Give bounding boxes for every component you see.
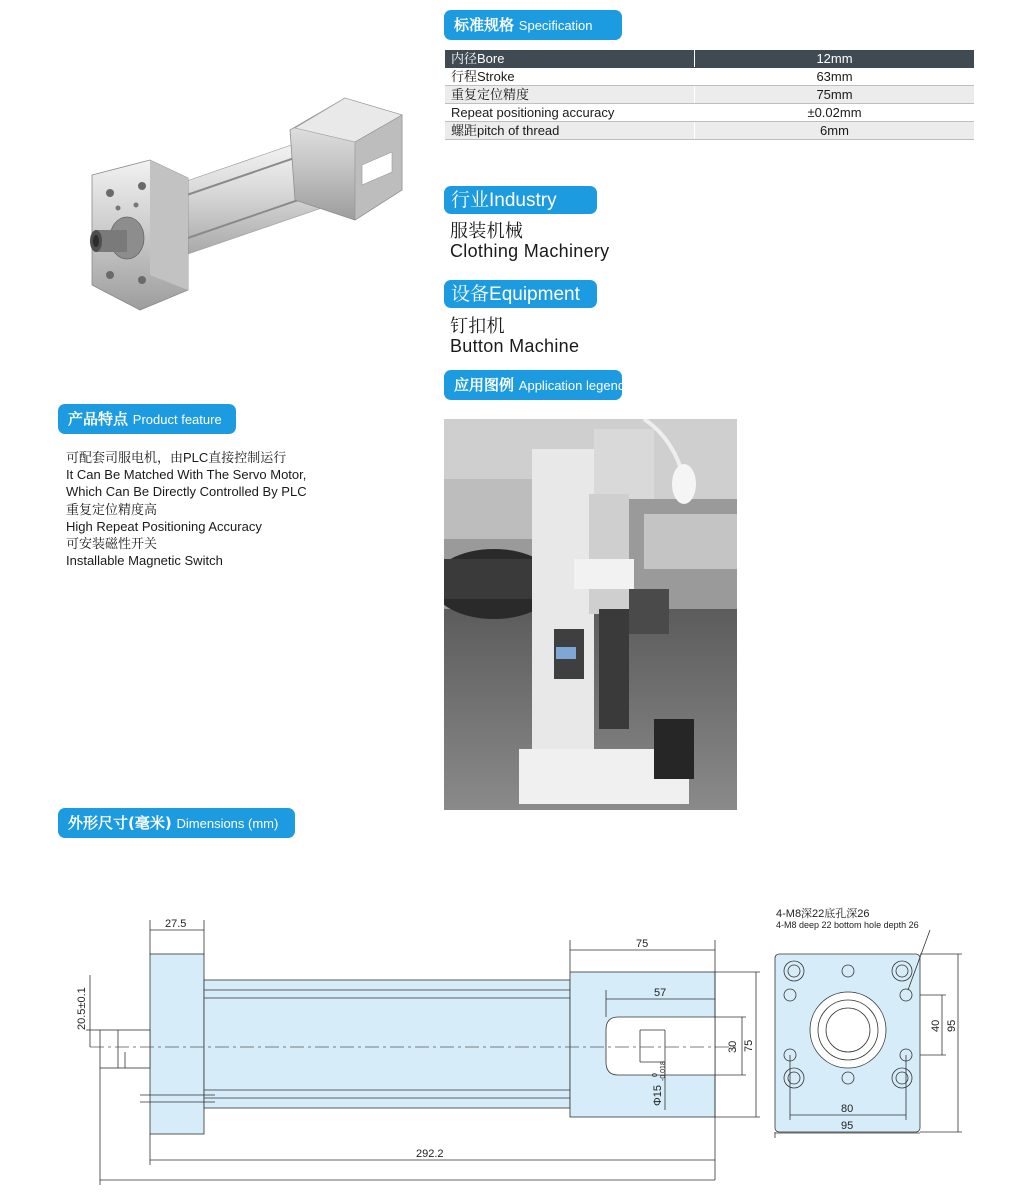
- table-row: [445, 50, 974, 68]
- dimensions-heading: [58, 808, 295, 838]
- equipment-heading: [444, 280, 597, 308]
- equipment-en: Button Machine: [450, 336, 580, 356]
- spec-table: [445, 50, 974, 140]
- spec-label: 行程Stroke: [445, 68, 695, 86]
- spec-label: Repeat positioning accuracy: [445, 104, 695, 122]
- industry-heading-en: Industry: [489, 190, 557, 211]
- industry-text: [450, 221, 609, 261]
- spec-value: 63mm: [695, 68, 975, 86]
- dimension-drawing: [0, 900, 1013, 1195]
- table-row: [445, 68, 974, 86]
- industry-en: Clothing Machinery: [450, 241, 610, 261]
- equipment-cn: 钉扣机: [450, 316, 505, 336]
- dim-hole-pitch-v: 40: [930, 1019, 942, 1032]
- spec-value: ±0.02mm: [695, 104, 975, 122]
- feature-line: It Can Be Matched With The Servo Motor,: [66, 467, 307, 483]
- spec-value: 12mm: [695, 50, 975, 68]
- spec-label: 重复定位精度: [445, 86, 695, 104]
- industry-cn: 服装机械: [450, 221, 524, 241]
- spec-value: 75mm: [695, 86, 975, 104]
- product-photo: [80, 90, 410, 315]
- feature-line: 可配套司服电机，由PLC直接控制运行: [66, 450, 287, 465]
- dim-pin-tol-lower: -0.018: [660, 1061, 667, 1081]
- dim-pin-dia: Φ15: [652, 1084, 664, 1106]
- dim-end-block: 75: [636, 938, 649, 950]
- industry-heading-cn: 行业: [451, 189, 490, 211]
- feature-heading: [58, 404, 236, 434]
- feature-list: [66, 449, 307, 569]
- hole-note-en: 4-M8 deep 22 bottom hole depth 26: [776, 920, 919, 930]
- spec-heading: [444, 10, 622, 40]
- dim-slot-depth: 57: [654, 987, 667, 999]
- equipment-heading-cn: 设备: [451, 283, 490, 305]
- application-heading-en: Application legend: [518, 378, 626, 393]
- feature-heading-cn: 产品特点: [68, 410, 129, 428]
- equipment-heading-en: Equipment: [489, 284, 580, 305]
- hole-note-cn: 4-M8深22底孔深26: [776, 908, 870, 920]
- feature-line: 可安装磁性开关: [66, 536, 158, 552]
- dim-flange-width: 95: [841, 1120, 854, 1132]
- feature-heading-en: Product feature: [132, 412, 222, 427]
- spec-label: 内径Bore: [445, 50, 695, 68]
- dim-pin-tol-upper: 0: [652, 1073, 659, 1077]
- dim-shaft-offset: 20.5±0.1: [76, 987, 88, 1030]
- dim-block-height: 75: [743, 1039, 755, 1052]
- table-row: [445, 86, 974, 104]
- application-heading: [444, 370, 626, 400]
- dimensions-heading-cn: 外形尺寸(毫米): [68, 814, 172, 832]
- dim-total-length: 292.2: [416, 1148, 444, 1160]
- equipment-text: [450, 316, 579, 356]
- spec-label: 螺距pitch of thread: [445, 122, 695, 140]
- feature-line: Installable Magnetic Switch: [66, 553, 223, 569]
- table-row: [445, 104, 974, 122]
- dim-slot-width: 30: [727, 1040, 739, 1053]
- feature-line: 重复定位精度高: [66, 501, 158, 517]
- industry-heading: [444, 186, 597, 214]
- spec-heading-en: Specification: [518, 18, 593, 33]
- table-row: [445, 122, 974, 140]
- dimensions-heading-en: Dimensions (mm): [176, 816, 279, 831]
- dim-flange-height: 95: [946, 1019, 958, 1032]
- application-photo: [444, 419, 737, 810]
- dim-flange: 27.5: [165, 918, 187, 930]
- dim-hole-pitch-h: 80: [841, 1103, 854, 1115]
- application-heading-cn: 应用图例: [454, 376, 515, 394]
- feature-line: High Repeat Positioning Accuracy: [66, 518, 262, 534]
- spec-heading-cn: 标准规格: [454, 16, 515, 34]
- feature-line: Which Can Be Directly Controlled By PLC: [66, 484, 307, 500]
- spec-value: 6mm: [695, 122, 975, 140]
